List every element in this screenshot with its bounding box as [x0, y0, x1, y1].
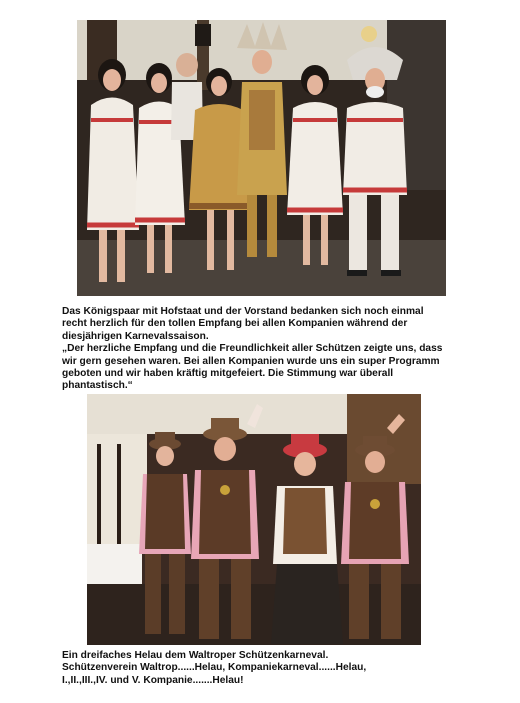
caption-top-line: wir gern gesehen waren. Bei allen Kompanien wurde uns ein super Programm — [62, 355, 440, 367]
group-photo-indian-costumes — [77, 20, 446, 296]
caption-bottom-line: I.,II.,III.,IV. und V. Kompanie.......Helau! — [62, 674, 244, 686]
caption-bottom-line: Schützenverein Waltrop......Helau, Kompaniekarneval......Helau, — [62, 662, 367, 674]
caption-bottom-line: Ein dreifaches Helau dem Waltroper Schützenkarneval. — [62, 650, 329, 661]
photo-illustration-bottom — [87, 394, 421, 645]
caption-top-line: „Der herzliche Empfang und die Freundlichkeit aller Schützen zeigte uns, dass — [62, 343, 443, 355]
caption-top — [62, 306, 482, 393]
caption-top-line: geboten und wir haben kräftig mitgefeiert. Die Stimmung war überall — [62, 368, 394, 380]
photo-illustration-top — [77, 20, 446, 296]
group-photo-cowboy-costumes — [87, 394, 421, 645]
caption-top-line: phantastisch.“ — [62, 380, 133, 392]
caption-bottom — [62, 650, 482, 687]
caption-top-line: diesjährigen Karnevalssaison. — [62, 330, 209, 342]
caption-top-line: Das Königspaar mit Hofstaat und der Vorstand bedanken sich noch einmal — [62, 306, 424, 317]
caption-top-line: recht herzlich für den tollen Empfang bei allen Kompanien während der — [62, 318, 408, 330]
